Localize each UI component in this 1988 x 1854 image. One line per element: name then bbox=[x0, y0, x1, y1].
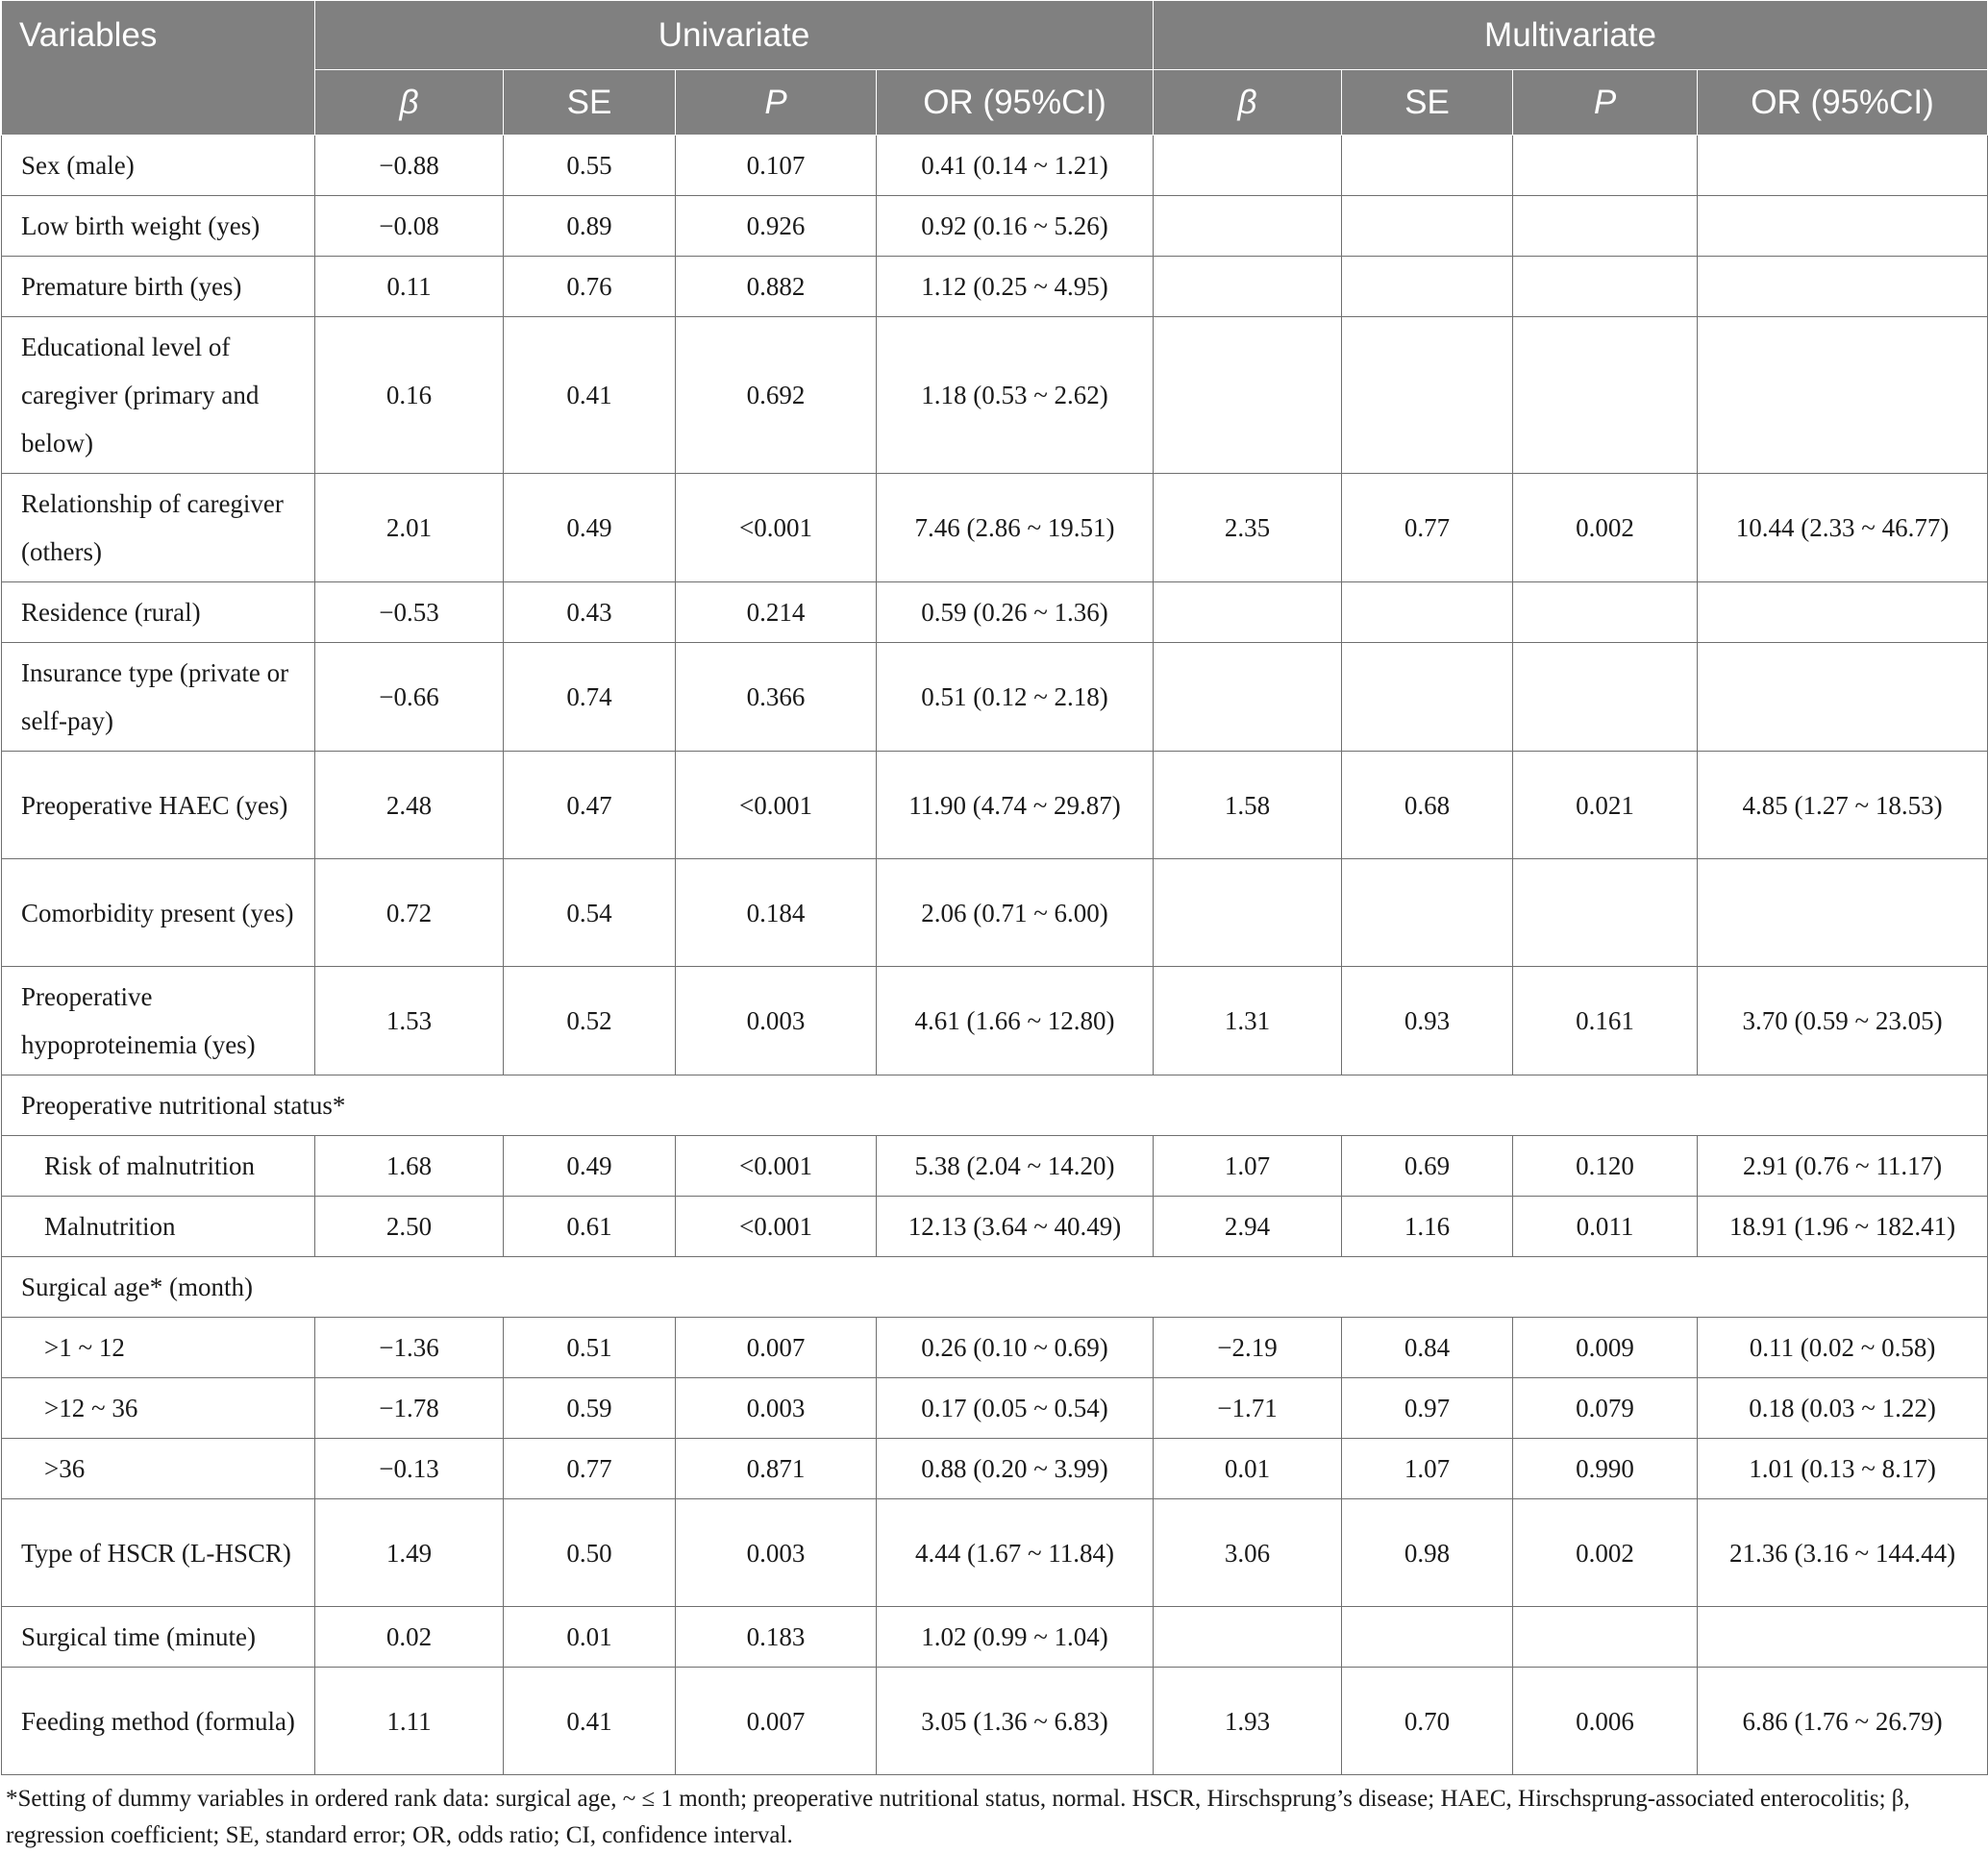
multivariate-or-cell bbox=[1698, 1607, 1988, 1668]
univariate-or-cell: 3.05 (1.36 ~ 6.83) bbox=[877, 1668, 1154, 1775]
multivariate-beta-cell: 3.06 bbox=[1154, 1499, 1342, 1607]
univariate-beta-cell: 0.72 bbox=[315, 859, 504, 967]
table-row bbox=[2, 1136, 1988, 1197]
multivariate-se-cell: 0.93 bbox=[1342, 967, 1513, 1075]
table-section-row bbox=[2, 1257, 1988, 1318]
variable-label: Low birth weight (yes) bbox=[2, 196, 315, 257]
univariate-beta-cell: −0.88 bbox=[315, 136, 504, 196]
table-row bbox=[2, 1499, 1988, 1607]
multivariate-or-cell bbox=[1698, 643, 1988, 752]
multivariate-beta-cell: 1.93 bbox=[1154, 1668, 1342, 1775]
univariate-se-cell: 0.74 bbox=[504, 643, 676, 752]
univariate-beta-cell: 1.49 bbox=[315, 1499, 504, 1607]
table-row bbox=[2, 967, 1988, 1075]
multivariate-p-cell bbox=[1513, 582, 1698, 643]
univariate-p-cell: <0.001 bbox=[676, 474, 877, 582]
univariate-beta-cell: −1.36 bbox=[315, 1318, 504, 1378]
variable-label: Comorbidity present (yes) bbox=[2, 859, 315, 967]
multivariate-p-cell bbox=[1513, 643, 1698, 752]
multivariate-beta-cell: 1.07 bbox=[1154, 1136, 1342, 1197]
multivariate-beta-cell: 1.58 bbox=[1154, 752, 1342, 859]
header-multivariate-se: SE bbox=[1342, 70, 1513, 136]
multivariate-p-cell bbox=[1513, 136, 1698, 196]
multivariate-beta-cell bbox=[1154, 582, 1342, 643]
univariate-beta-cell: 2.48 bbox=[315, 752, 504, 859]
univariate-p-cell: 0.882 bbox=[676, 257, 877, 317]
variable-label: Type of HSCR (L-HSCR) bbox=[2, 1499, 315, 1607]
section-label: Preoperative nutritional status* bbox=[2, 1075, 1988, 1136]
univariate-se-cell: 0.54 bbox=[504, 859, 676, 967]
multivariate-se-cell bbox=[1342, 582, 1513, 643]
variable-label: >12 ~ 36 bbox=[2, 1378, 315, 1439]
univariate-se-cell: 0.52 bbox=[504, 967, 676, 1075]
univariate-or-cell: 0.59 (0.26 ~ 1.36) bbox=[877, 582, 1154, 643]
table-row bbox=[2, 196, 1988, 257]
header-univariate-se: SE bbox=[504, 70, 676, 136]
table-section-row bbox=[2, 1075, 1988, 1136]
multivariate-se-cell bbox=[1342, 317, 1513, 474]
multivariate-se-cell: 0.77 bbox=[1342, 474, 1513, 582]
univariate-p-cell: <0.001 bbox=[676, 1136, 877, 1197]
variable-label: Insurance type (private or self-pay) bbox=[2, 643, 315, 752]
multivariate-or-cell bbox=[1698, 317, 1988, 474]
multivariate-p-cell: 0.990 bbox=[1513, 1439, 1698, 1499]
multivariate-beta-cell: 0.01 bbox=[1154, 1439, 1342, 1499]
univariate-p-cell: <0.001 bbox=[676, 752, 877, 859]
univariate-se-cell: 0.43 bbox=[504, 582, 676, 643]
univariate-p-cell: 0.003 bbox=[676, 1378, 877, 1439]
univariate-beta-cell: 1.68 bbox=[315, 1136, 504, 1197]
univariate-p-cell: 0.107 bbox=[676, 136, 877, 196]
univariate-beta-cell: 1.53 bbox=[315, 967, 504, 1075]
univariate-se-cell: 0.41 bbox=[504, 317, 676, 474]
univariate-or-cell: 0.92 (0.16 ~ 5.26) bbox=[877, 196, 1154, 257]
table-body bbox=[2, 136, 1988, 1775]
univariate-or-cell: 1.18 (0.53 ~ 2.62) bbox=[877, 317, 1154, 474]
univariate-beta-cell: 2.50 bbox=[315, 1197, 504, 1257]
univariate-se-cell: 0.89 bbox=[504, 196, 676, 257]
multivariate-se-cell: 0.70 bbox=[1342, 1668, 1513, 1775]
multivariate-p-cell: 0.161 bbox=[1513, 967, 1698, 1075]
multivariate-or-cell: 2.91 (0.76 ~ 11.17) bbox=[1698, 1136, 1988, 1197]
univariate-p-cell: 0.007 bbox=[676, 1668, 877, 1775]
variable-label: Surgical time (minute) bbox=[2, 1607, 315, 1668]
univariate-se-cell: 0.49 bbox=[504, 474, 676, 582]
multivariate-or-cell bbox=[1698, 196, 1988, 257]
variable-label: Residence (rural) bbox=[2, 582, 315, 643]
univariate-se-cell: 0.61 bbox=[504, 1197, 676, 1257]
multivariate-beta-cell: 1.31 bbox=[1154, 967, 1342, 1075]
univariate-se-cell: 0.49 bbox=[504, 1136, 676, 1197]
univariate-or-cell: 0.41 (0.14 ~ 1.21) bbox=[877, 136, 1154, 196]
table-row bbox=[2, 859, 1988, 967]
univariate-beta-cell: −0.66 bbox=[315, 643, 504, 752]
section-label: Surgical age* (month) bbox=[2, 1257, 1988, 1318]
multivariate-p-cell bbox=[1513, 317, 1698, 474]
univariate-or-cell: 1.12 (0.25 ~ 4.95) bbox=[877, 257, 1154, 317]
multivariate-beta-cell bbox=[1154, 1607, 1342, 1668]
multivariate-p-cell bbox=[1513, 257, 1698, 317]
multivariate-p-cell: 0.120 bbox=[1513, 1136, 1698, 1197]
univariate-se-cell: 0.01 bbox=[504, 1607, 676, 1668]
univariate-p-cell: 0.692 bbox=[676, 317, 877, 474]
univariate-or-cell: 5.38 (2.04 ~ 14.20) bbox=[877, 1136, 1154, 1197]
header-multivariate-p: P bbox=[1513, 70, 1698, 136]
header-multivariate-or: OR (95%CI) bbox=[1698, 70, 1988, 136]
univariate-or-cell: 7.46 (2.86 ~ 19.51) bbox=[877, 474, 1154, 582]
table-row bbox=[2, 257, 1988, 317]
univariate-p-cell: 0.871 bbox=[676, 1439, 877, 1499]
multivariate-beta-cell bbox=[1154, 859, 1342, 967]
univariate-beta-cell: 0.11 bbox=[315, 257, 504, 317]
univariate-or-cell: 11.90 (4.74 ~ 29.87) bbox=[877, 752, 1154, 859]
table-row bbox=[2, 1439, 1988, 1499]
multivariate-se-cell bbox=[1342, 859, 1513, 967]
variable-label: Premature birth (yes) bbox=[2, 257, 315, 317]
table-row bbox=[2, 582, 1988, 643]
multivariate-se-cell: 1.16 bbox=[1342, 1197, 1513, 1257]
variable-label: Educational level of caregiver (primary and below) bbox=[2, 317, 315, 474]
multivariate-beta-cell bbox=[1154, 136, 1342, 196]
multivariate-se-cell bbox=[1342, 257, 1513, 317]
multivariate-or-cell bbox=[1698, 257, 1988, 317]
table-row bbox=[2, 752, 1988, 859]
univariate-se-cell: 0.41 bbox=[504, 1668, 676, 1775]
table-row bbox=[2, 1197, 1988, 1257]
multivariate-or-cell: 6.86 (1.76 ~ 26.79) bbox=[1698, 1668, 1988, 1775]
univariate-beta-cell: 1.11 bbox=[315, 1668, 504, 1775]
table-row bbox=[2, 474, 1988, 582]
header-univariate-beta: β bbox=[315, 70, 504, 136]
univariate-or-cell: 4.44 (1.67 ~ 11.84) bbox=[877, 1499, 1154, 1607]
regression-table bbox=[1, 0, 1988, 1775]
univariate-se-cell: 0.55 bbox=[504, 136, 676, 196]
table-row bbox=[2, 317, 1988, 474]
multivariate-p-cell: 0.011 bbox=[1513, 1197, 1698, 1257]
univariate-se-cell: 0.59 bbox=[504, 1378, 676, 1439]
univariate-beta-cell: −1.78 bbox=[315, 1378, 504, 1439]
header-univariate-p: P bbox=[676, 70, 877, 136]
univariate-or-cell: 2.06 (0.71 ~ 6.00) bbox=[877, 859, 1154, 967]
univariate-se-cell: 0.47 bbox=[504, 752, 676, 859]
univariate-p-cell: 0.003 bbox=[676, 1499, 877, 1607]
univariate-or-cell: 12.13 (3.64 ~ 40.49) bbox=[877, 1197, 1154, 1257]
univariate-p-cell: 0.007 bbox=[676, 1318, 877, 1378]
header-variables: Variables bbox=[2, 1, 315, 136]
table-row bbox=[2, 1378, 1988, 1439]
multivariate-beta-cell bbox=[1154, 317, 1342, 474]
variable-label: Preoperative hypoproteinemia (yes) bbox=[2, 967, 315, 1075]
multivariate-se-cell bbox=[1342, 643, 1513, 752]
univariate-or-cell: 0.26 (0.10 ~ 0.69) bbox=[877, 1318, 1154, 1378]
univariate-beta-cell: 0.02 bbox=[315, 1607, 504, 1668]
variable-label: >1 ~ 12 bbox=[2, 1318, 315, 1378]
multivariate-beta-cell: 2.35 bbox=[1154, 474, 1342, 582]
univariate-beta-cell: −0.53 bbox=[315, 582, 504, 643]
univariate-p-cell: 0.003 bbox=[676, 967, 877, 1075]
table-row bbox=[2, 1318, 1988, 1378]
multivariate-or-cell: 1.01 (0.13 ~ 8.17) bbox=[1698, 1439, 1988, 1499]
multivariate-beta-cell: −2.19 bbox=[1154, 1318, 1342, 1378]
univariate-or-cell: 0.51 (0.12 ~ 2.18) bbox=[877, 643, 1154, 752]
univariate-beta-cell: −0.13 bbox=[315, 1439, 504, 1499]
variable-label: Risk of malnutrition bbox=[2, 1136, 315, 1197]
multivariate-p-cell: 0.079 bbox=[1513, 1378, 1698, 1439]
univariate-se-cell: 0.76 bbox=[504, 257, 676, 317]
multivariate-p-cell bbox=[1513, 196, 1698, 257]
table-header bbox=[2, 1, 1988, 136]
multivariate-se-cell: 0.68 bbox=[1342, 752, 1513, 859]
univariate-p-cell: 0.183 bbox=[676, 1607, 877, 1668]
multivariate-se-cell: 0.97 bbox=[1342, 1378, 1513, 1439]
univariate-or-cell: 4.61 (1.66 ~ 12.80) bbox=[877, 967, 1154, 1075]
univariate-or-cell: 1.02 (0.99 ~ 1.04) bbox=[877, 1607, 1154, 1668]
multivariate-beta-cell bbox=[1154, 196, 1342, 257]
multivariate-beta-cell bbox=[1154, 643, 1342, 752]
multivariate-or-cell bbox=[1698, 582, 1988, 643]
multivariate-p-cell: 0.006 bbox=[1513, 1668, 1698, 1775]
univariate-p-cell: <0.001 bbox=[676, 1197, 877, 1257]
multivariate-or-cell: 0.18 (0.03 ~ 1.22) bbox=[1698, 1378, 1988, 1439]
univariate-or-cell: 0.88 (0.20 ~ 3.99) bbox=[877, 1439, 1154, 1499]
header-multivariate-beta: β bbox=[1154, 70, 1342, 136]
multivariate-se-cell bbox=[1342, 196, 1513, 257]
multivariate-or-cell: 3.70 (0.59 ~ 23.05) bbox=[1698, 967, 1988, 1075]
multivariate-or-cell: 18.91 (1.96 ~ 182.41) bbox=[1698, 1197, 1988, 1257]
variable-label: Malnutrition bbox=[2, 1197, 315, 1257]
header-univariate: Univariate bbox=[315, 1, 1154, 70]
multivariate-se-cell bbox=[1342, 136, 1513, 196]
multivariate-beta-cell bbox=[1154, 257, 1342, 317]
univariate-se-cell: 0.51 bbox=[504, 1318, 676, 1378]
multivariate-se-cell: 1.07 bbox=[1342, 1439, 1513, 1499]
univariate-se-cell: 0.50 bbox=[504, 1499, 676, 1607]
variable-label: Relationship of caregiver (others) bbox=[2, 474, 315, 582]
univariate-beta-cell: 2.01 bbox=[315, 474, 504, 582]
multivariate-or-cell bbox=[1698, 859, 1988, 967]
univariate-beta-cell: −0.08 bbox=[315, 196, 504, 257]
univariate-se-cell: 0.77 bbox=[504, 1439, 676, 1499]
table-row bbox=[2, 136, 1988, 196]
multivariate-se-cell: 0.84 bbox=[1342, 1318, 1513, 1378]
univariate-p-cell: 0.366 bbox=[676, 643, 877, 752]
table-row bbox=[2, 1607, 1988, 1668]
table-footnote: *Setting of dummy variables in ordered rank data: surgical age, ~ ≤ 1 month; preoperative nutritional status, normal. HSCR, Hirschsprung’s disease; HAEC, Hirschsprung-associated enterocolitis; β, regression coefficient; SE, standard error; OR, odds ratio; CI, confidence interval. bbox=[6, 1786, 1910, 1848]
multivariate-beta-cell: −1.71 bbox=[1154, 1378, 1342, 1439]
multivariate-or-cell bbox=[1698, 136, 1988, 196]
variable-label: Sex (male) bbox=[2, 136, 315, 196]
multivariate-or-cell: 10.44 (2.33 ~ 46.77) bbox=[1698, 474, 1988, 582]
univariate-p-cell: 0.184 bbox=[676, 859, 877, 967]
multivariate-p-cell: 0.002 bbox=[1513, 1499, 1698, 1607]
variable-label: Preoperative HAEC (yes) bbox=[2, 752, 315, 859]
multivariate-beta-cell: 2.94 bbox=[1154, 1197, 1342, 1257]
multivariate-or-cell: 4.85 (1.27 ~ 18.53) bbox=[1698, 752, 1988, 859]
univariate-p-cell: 0.214 bbox=[676, 582, 877, 643]
multivariate-p-cell: 0.009 bbox=[1513, 1318, 1698, 1378]
header-multivariate: Multivariate bbox=[1154, 1, 1988, 70]
multivariate-se-cell bbox=[1342, 1607, 1513, 1668]
multivariate-p-cell bbox=[1513, 859, 1698, 967]
variable-label: >36 bbox=[2, 1439, 315, 1499]
multivariate-p-cell: 0.002 bbox=[1513, 474, 1698, 582]
multivariate-se-cell: 0.98 bbox=[1342, 1499, 1513, 1607]
table-row bbox=[2, 1668, 1988, 1775]
multivariate-or-cell: 0.11 (0.02 ~ 0.58) bbox=[1698, 1318, 1988, 1378]
multivariate-se-cell: 0.69 bbox=[1342, 1136, 1513, 1197]
multivariate-p-cell: 0.021 bbox=[1513, 752, 1698, 859]
univariate-beta-cell: 0.16 bbox=[315, 317, 504, 474]
multivariate-p-cell bbox=[1513, 1607, 1698, 1668]
univariate-p-cell: 0.926 bbox=[676, 196, 877, 257]
univariate-or-cell: 0.17 (0.05 ~ 0.54) bbox=[877, 1378, 1154, 1439]
variable-label: Feeding method (formula) bbox=[2, 1668, 315, 1775]
header-univariate-or: OR (95%CI) bbox=[877, 70, 1154, 136]
table-row bbox=[2, 643, 1988, 752]
multivariate-or-cell: 21.36 (3.16 ~ 144.44) bbox=[1698, 1499, 1988, 1607]
